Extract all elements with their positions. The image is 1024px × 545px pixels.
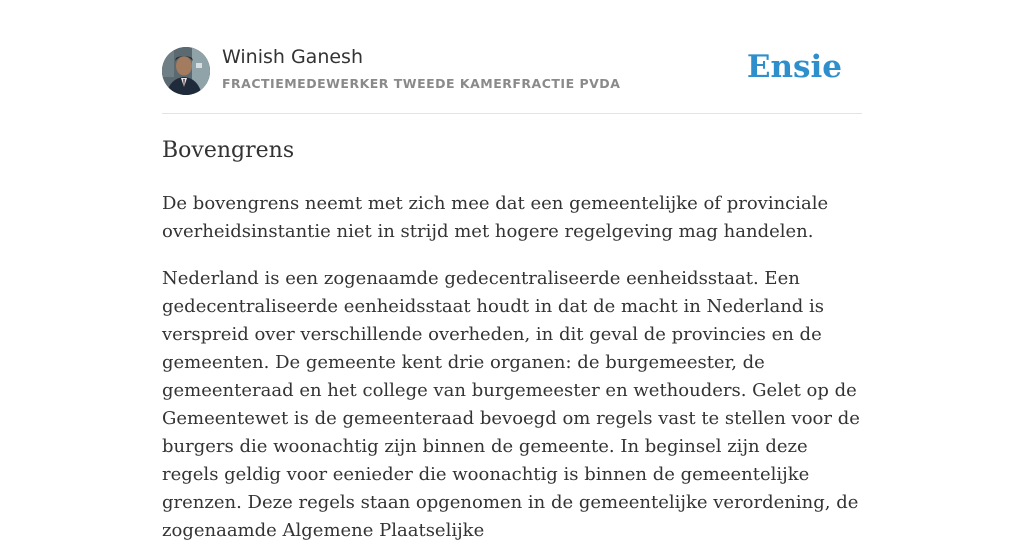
ensie-logo[interactable]: Ensie (746, 49, 842, 85)
article-paragraph-1: De bovengrens neemt met zich mee dat een gemeentelijke of provinciale overheidsinstantie niet in strijd met hogere regelgeving mag handelen. (162, 193, 829, 242)
author-role: FRACTIEMEDEWERKER TWEEDE KAMERFRACTIE PVDA (222, 76, 621, 91)
header-divider (162, 113, 862, 114)
author-avatar[interactable] (162, 47, 210, 95)
author-name[interactable]: Winish Ganesh (222, 46, 363, 68)
avatar-photo-icon (162, 47, 210, 95)
author-header (162, 46, 862, 96)
article-title: Bovengrens (162, 138, 295, 163)
article-paragraph-2: Nederland is een zogenaamde gedecentraliseerde eenheidsstaat. Een gedecentraliseerde eenheidsstaat houdt in dat de macht in Nederland is verspreid over verschillende overheden, in dit geval de provincies en de gemeenten. De gemeente kent drie organen: de burgemeester, de gemeenteraad en het college van burgemeester en wethouders. Gelet op de Gemeentewet is de gemeenteraad bevoegd om regels vast te stellen voor de burgers die woonachtig zijn binnen de gemeente. In beginsel zijn deze regels geldig voor eenieder die woonachtig is binnen de gemeentelijke grenzen. Deze regels staan opgenomen in de gemeentelijke verordening, de zogenaamde Algemene Plaatselijke (162, 268, 860, 541)
